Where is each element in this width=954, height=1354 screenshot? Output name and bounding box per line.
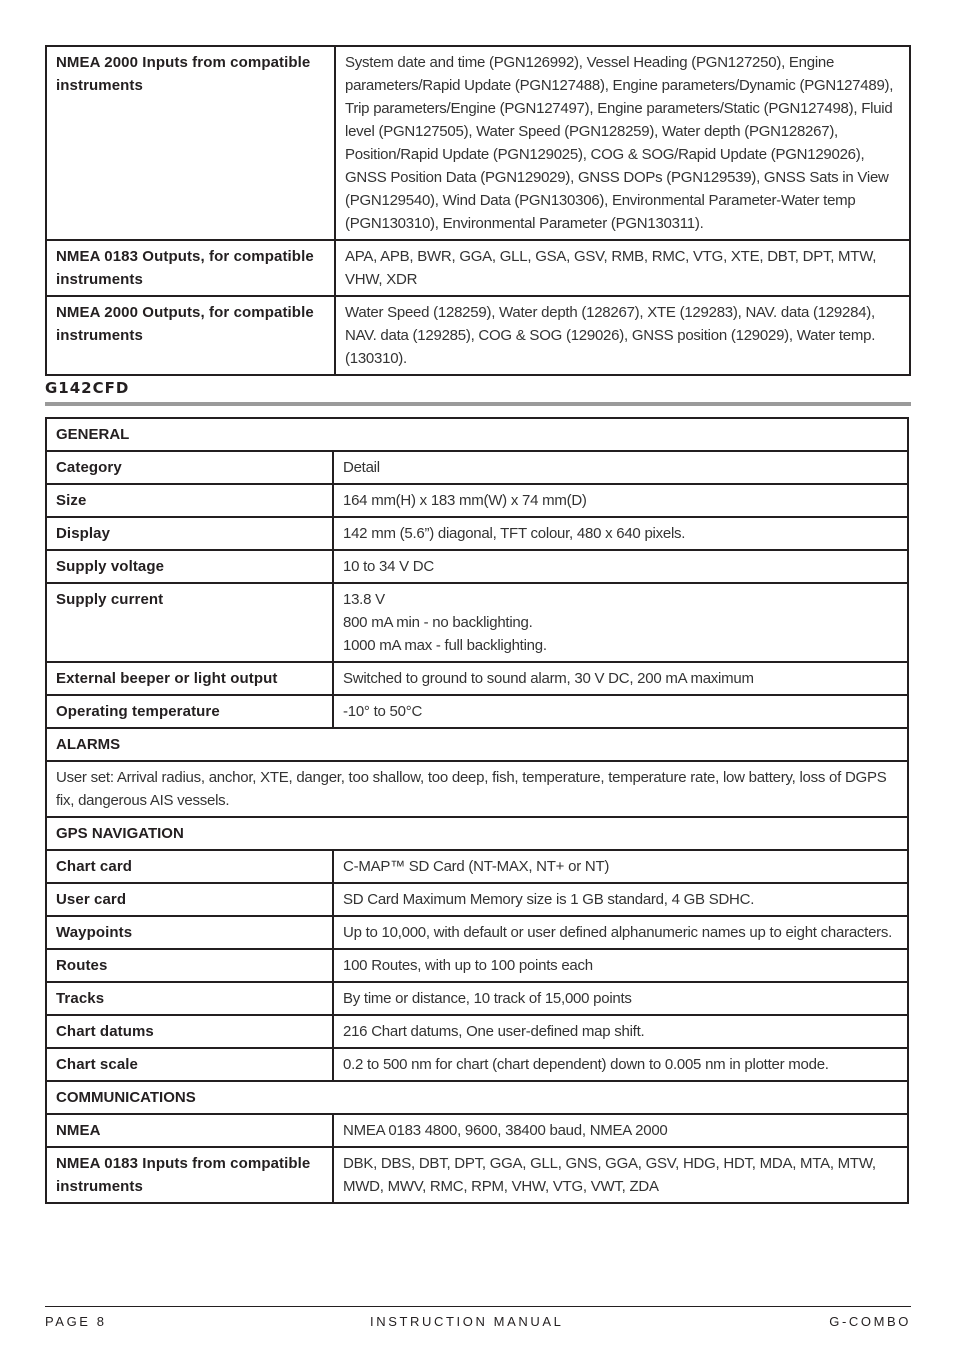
spec-value: 10 to 34 V DC bbox=[333, 550, 908, 583]
table-row bbox=[46, 1114, 908, 1147]
spec-label: Size bbox=[46, 484, 333, 517]
section-row bbox=[46, 817, 908, 850]
spec-value: SD Card Maximum Memory size is 1 GB standard, 4 GB SDHC. bbox=[333, 883, 908, 916]
table-row bbox=[46, 583, 908, 662]
spec-label: Supply current bbox=[46, 583, 333, 662]
spec-label: Routes bbox=[46, 949, 333, 982]
table-row bbox=[46, 46, 910, 240]
spec-value: Up to 10,000, with default or user defined alphanumeric names up to eight characters. bbox=[333, 916, 908, 949]
spec-value: 0.2 to 500 nm for chart (chart dependent) down to 0.005 nm in plotter mode. bbox=[333, 1048, 908, 1081]
table-row bbox=[46, 883, 908, 916]
spec-label: Supply voltage bbox=[46, 550, 333, 583]
spec-value: 216 Chart datums, One user-defined map shift. bbox=[333, 1015, 908, 1048]
section-title-general: GENERAL bbox=[46, 418, 908, 451]
spec-label: Waypoints bbox=[46, 916, 333, 949]
spec-value: 100 Routes, with up to 100 points each bbox=[333, 949, 908, 982]
nmea-continuation-table bbox=[45, 45, 911, 376]
spec-label: Operating temperature bbox=[46, 695, 333, 728]
spec-value: DBK, DBS, DBT, DPT, GGA, GLL, GNS, GGA, GSV, HDG, HDT, MDA, MTA, MTW, MWD, MWV, RMC, RPM, VHW, VTG, VWT, ZDA bbox=[333, 1147, 908, 1203]
alarms-description: User set: Arrival radius, anchor, XTE, danger, too shallow, too deep, fish, temperature, temperature rate, low battery, loss of DGPS fix, dangerous AIS vessels. bbox=[46, 761, 908, 817]
table-row bbox=[46, 662, 908, 695]
table-row bbox=[46, 296, 910, 375]
table-row bbox=[46, 240, 910, 296]
footer-divider bbox=[45, 1306, 911, 1307]
table-row bbox=[46, 1015, 908, 1048]
product-name: G-COMBO bbox=[829, 1314, 911, 1329]
spec-label: NMEA 0183 Inputs from compatible instruments bbox=[46, 1147, 333, 1203]
table-row bbox=[46, 451, 908, 484]
spec-label: Chart card bbox=[46, 850, 333, 883]
table-row bbox=[46, 1147, 908, 1203]
spec-value: Water Speed (128259), Water depth (128267), XTE (129283), NAV. data (129284), NAV. data (129285), COG & SOG (129026), GNSS position (129029), Water temp. (130310). bbox=[335, 296, 910, 375]
spec-label: Chart scale bbox=[46, 1048, 333, 1081]
spec-value: C-MAP™ SD Card (NT-MAX, NT+ or NT) bbox=[333, 850, 908, 883]
spec-value bbox=[333, 583, 908, 662]
spec-value: System date and time (PGN126992), Vessel Heading (PGN127250), Engine parameters/Rapid Update (PGN127488), Engine parameters/Dynamic (PGN127489), Trip parameters/Engine (PGN127497), Engine parameters/Static (PGN127498), Fluid level (PGN127505), Water Speed (PGN128259), Water depth (PGN128267), Position/Rapid Update (PGN129025), COG & SOG/Rapid Update (PGN129026), GNSS Position Data (PGN129029), GNSS DOPs (PGN129539), GNSS Sats in View (PGN129540), Wind Data (PGN130306), Environmental Parameter-Water temp (PGN130310), Environmental Parameter (PGN130311). bbox=[335, 46, 910, 240]
spec-label: NMEA 2000 Outputs, for compatible instruments bbox=[46, 296, 335, 375]
spec-value: Switched to ground to sound alarm, 30 V DC, 200 mA maximum bbox=[333, 662, 908, 695]
table-row bbox=[46, 517, 908, 550]
spec-value-line: 13.8 V bbox=[343, 591, 385, 608]
spec-label: NMEA 2000 Inputs from compatible instruments bbox=[46, 46, 335, 240]
section-row bbox=[46, 418, 908, 451]
spec-value: NMEA 0183 4800, 9600, 38400 baud, NMEA 2000 bbox=[333, 1114, 908, 1147]
table-row bbox=[46, 695, 908, 728]
model-heading: G142CFD bbox=[45, 379, 130, 397]
section-title-alarms: ALARMS bbox=[46, 728, 908, 761]
spec-value: 142 mm (5.6”) diagonal, TFT colour, 480 x 640 pixels. bbox=[333, 517, 908, 550]
spec-value: Detail bbox=[333, 451, 908, 484]
spec-value: By time or distance, 10 track of 15,000 points bbox=[333, 982, 908, 1015]
spec-label: NMEA bbox=[46, 1114, 333, 1147]
section-title-communications: COMMUNICATIONS bbox=[46, 1081, 908, 1114]
footer-title: INSTRUCTION MANUAL bbox=[370, 1314, 564, 1329]
spec-value-line: 800 mA min - no backlighting. bbox=[343, 614, 533, 631]
spec-value: APA, APB, BWR, GGA, GLL, GSA, GSV, RMB, RMC, VTG, XTE, DBT, DPT, MTW, VHW, XDR bbox=[335, 240, 910, 296]
spec-label: Category bbox=[46, 451, 333, 484]
spec-label: Display bbox=[46, 517, 333, 550]
spec-label: Chart datums bbox=[46, 1015, 333, 1048]
spec-label: External beeper or light output bbox=[46, 662, 333, 695]
specification-table bbox=[45, 417, 909, 1204]
table-row bbox=[46, 761, 908, 817]
table-row bbox=[46, 1048, 908, 1081]
table-row bbox=[46, 850, 908, 883]
heading-divider bbox=[45, 402, 911, 406]
table-row bbox=[46, 982, 908, 1015]
section-row bbox=[46, 728, 908, 761]
table-row bbox=[46, 484, 908, 517]
spec-value: -10° to 50°C bbox=[333, 695, 908, 728]
table-row bbox=[46, 550, 908, 583]
spec-label: Tracks bbox=[46, 982, 333, 1015]
table-row bbox=[46, 949, 908, 982]
spec-value: 164 mm(H) x 183 mm(W) x 74 mm(D) bbox=[333, 484, 908, 517]
page-number: PAGE 8 bbox=[45, 1314, 107, 1329]
table-row bbox=[46, 916, 908, 949]
section-title-gps-navigation: GPS NAVIGATION bbox=[46, 817, 908, 850]
section-row bbox=[46, 1081, 908, 1114]
spec-label: NMEA 0183 Outputs, for compatible instruments bbox=[46, 240, 335, 296]
spec-label: User card bbox=[46, 883, 333, 916]
spec-value-line: 1000 mA max - full backlighting. bbox=[343, 637, 547, 654]
